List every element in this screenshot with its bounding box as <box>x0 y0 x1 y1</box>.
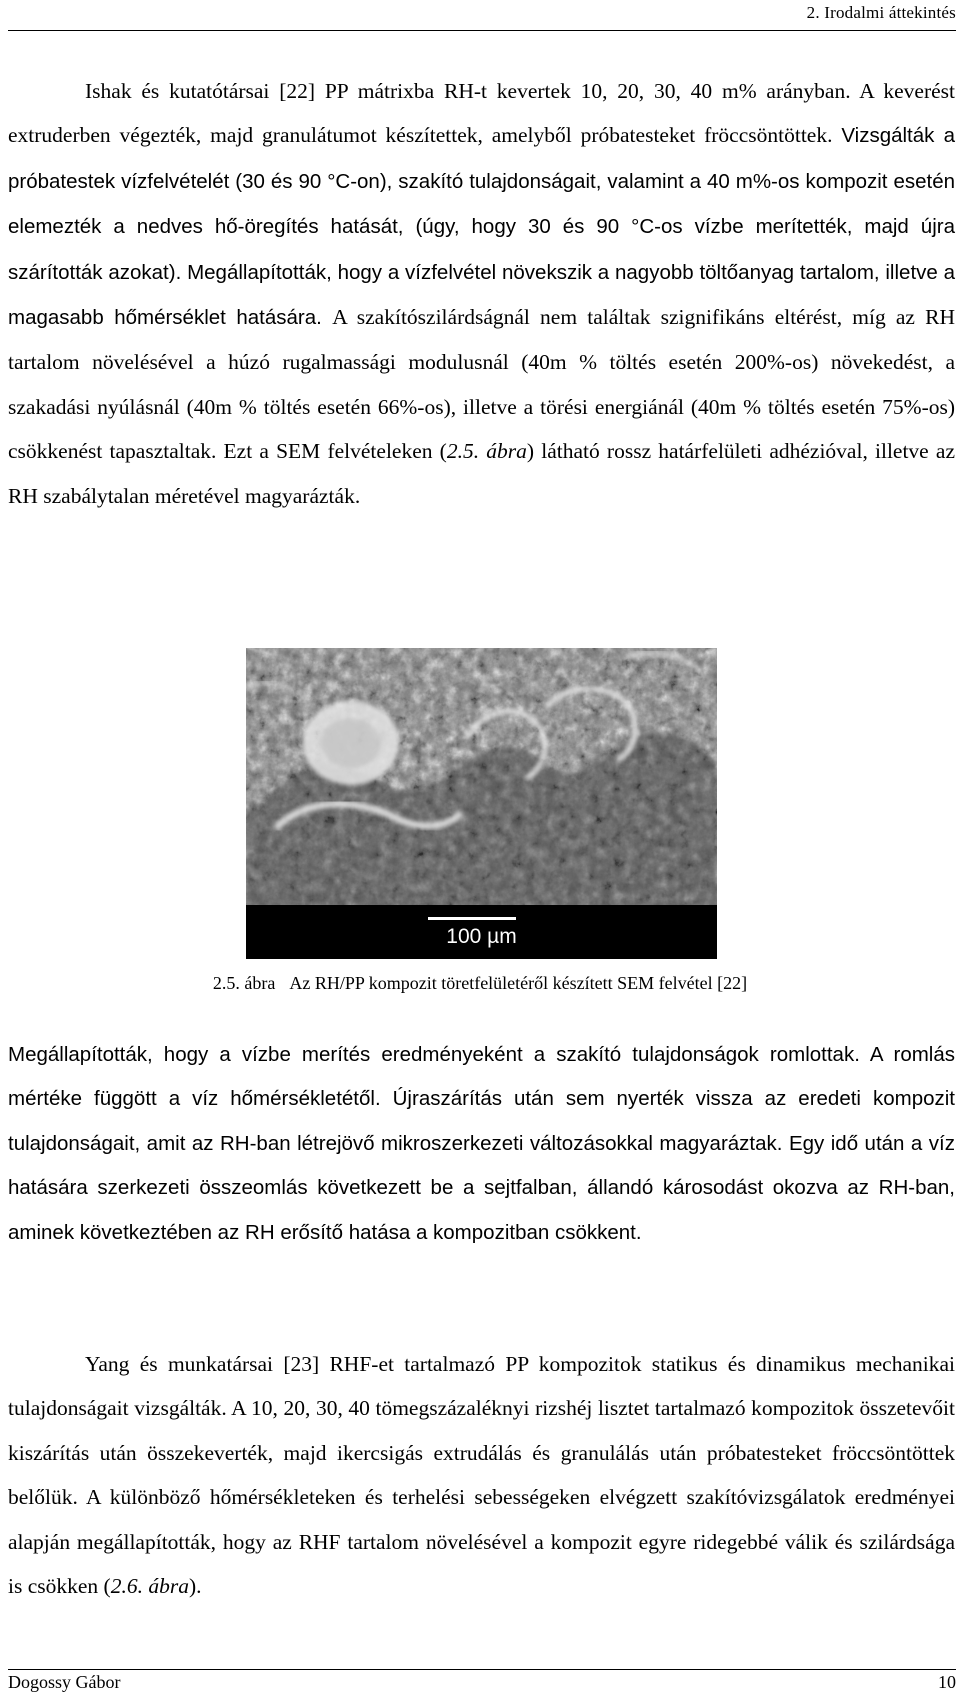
sentence: Yang és munkatársai [23] RHF-et tartalmazó PP kompozitok statikus és dinamikus mechanikai tulajdonságait vizsgálták. A 10, 20, 30, 40 tömegszázaléknyi rizshéj lisztet tartalmazó kompozitok összetevőit kiszárítás után összekeverték, majd ikercsigás extrudálás és granulálás után próbatesteket fröccsöntöttek belőlük. A különböző hőmérsékleteken és terhelési sebességeken elvégzett szakítóvizsgálatok eredményei alapján megállapították, hogy az RHF tartalom növelésével a kompozit egyre ridegebbé válik és szilárdsága is csökken ( <box>8 1352 955 1599</box>
paragraph-ishak <box>8 69 955 518</box>
scale-bar <box>246 905 717 959</box>
scale-bar-label: 100 µm <box>446 925 517 948</box>
page-header <box>8 0 956 31</box>
figure-reference: 2.5. ábra <box>446 439 527 464</box>
paragraph-text <box>8 69 955 518</box>
sentence: Megállapították, hogy a vízfelvétel növekszik a nagyobb töltőanyag tartalom, illetve a magasabb hőmérséklet hatására. <box>8 260 955 330</box>
figure-reference: 2.6. ábra <box>110 1574 189 1599</box>
page-number: 10 <box>938 1672 956 1692</box>
scale-bar-line <box>428 917 516 920</box>
paragraph-yang <box>8 1342 955 1608</box>
paragraph-text: Megállapították, hogy a vízbe merítés eredményeként a szakító tulajdonságok romlottak. A romlás mértéke függött a víz hőmérsékletétől. Újraszárítás után sem nyerték vissza az eredeti kompozit tulajdonságait, amit az RH-ban létrejövő mikroszerkezeti változásokkal magyaráztak. Egy idő után a víz hatására szerkezeti összeomlás következett be a sejtfalban, állandó károsodást okozva az RH-ban, aminek következtében az RH erősítő hatása a kompozitban csökkent. <box>8 1043 955 1244</box>
page-footer <box>8 1669 956 1693</box>
figure-number: 2.5. ábra <box>212 973 276 993</box>
author-name: Dogossy Gábor <box>8 1672 121 1692</box>
paragraph-text <box>8 1342 955 1608</box>
paragraph-water-immersion <box>8 1033 955 1255</box>
chapter-title: 2. Irodalmi áttekintés <box>806 3 956 22</box>
sentence: Ishak és kutatótársai [22] PP mátrixba RH-t kevertek 10, 20, 30, 40 m% arányban. A keverést extruderben végezték, majd granulátumot készítettek, amelyből próbatesteket fröccsöntöttek. <box>8 79 955 148</box>
figure-caption-text: Az RH/PP kompozit töretfelületéről készített SEM felvétel [22] <box>289 973 748 993</box>
sentence: ). <box>188 1574 202 1599</box>
figure-caption <box>0 973 960 994</box>
sentence: Vizsgálták a próbatestek vízfelvételét (30 és 90 °C-on), szakító tulajdonságait, valamint a 40 m%-os kompozit esetén elemezték a nedves hő-öregítés hatását, (úgy, hogy 30 és 90 °C-os vízbe merítették, majd újra szárították azokat). <box>8 124 955 284</box>
sentence: A szakítószilárdságnál nem találtak szignifikáns eltérést, míg az RH tartalom növelésével a húzó rugalmassági modulusnál (40m % töltés esetén 200%-os) növekedést, a szakadási nyúlásnál (40m % töltés esetén 66%-os), illetve a törési energiánál (40m % töltés esetén 75%-os) csökkenést tapasztaltak. Ezt a SEM felvételeken ( <box>8 305 955 464</box>
sem-micrograph <box>246 648 717 959</box>
sentence: ) látható rossz határfelületi adhézióval, illetve az RH szabálytalan méretével magyarázták. <box>8 439 955 508</box>
